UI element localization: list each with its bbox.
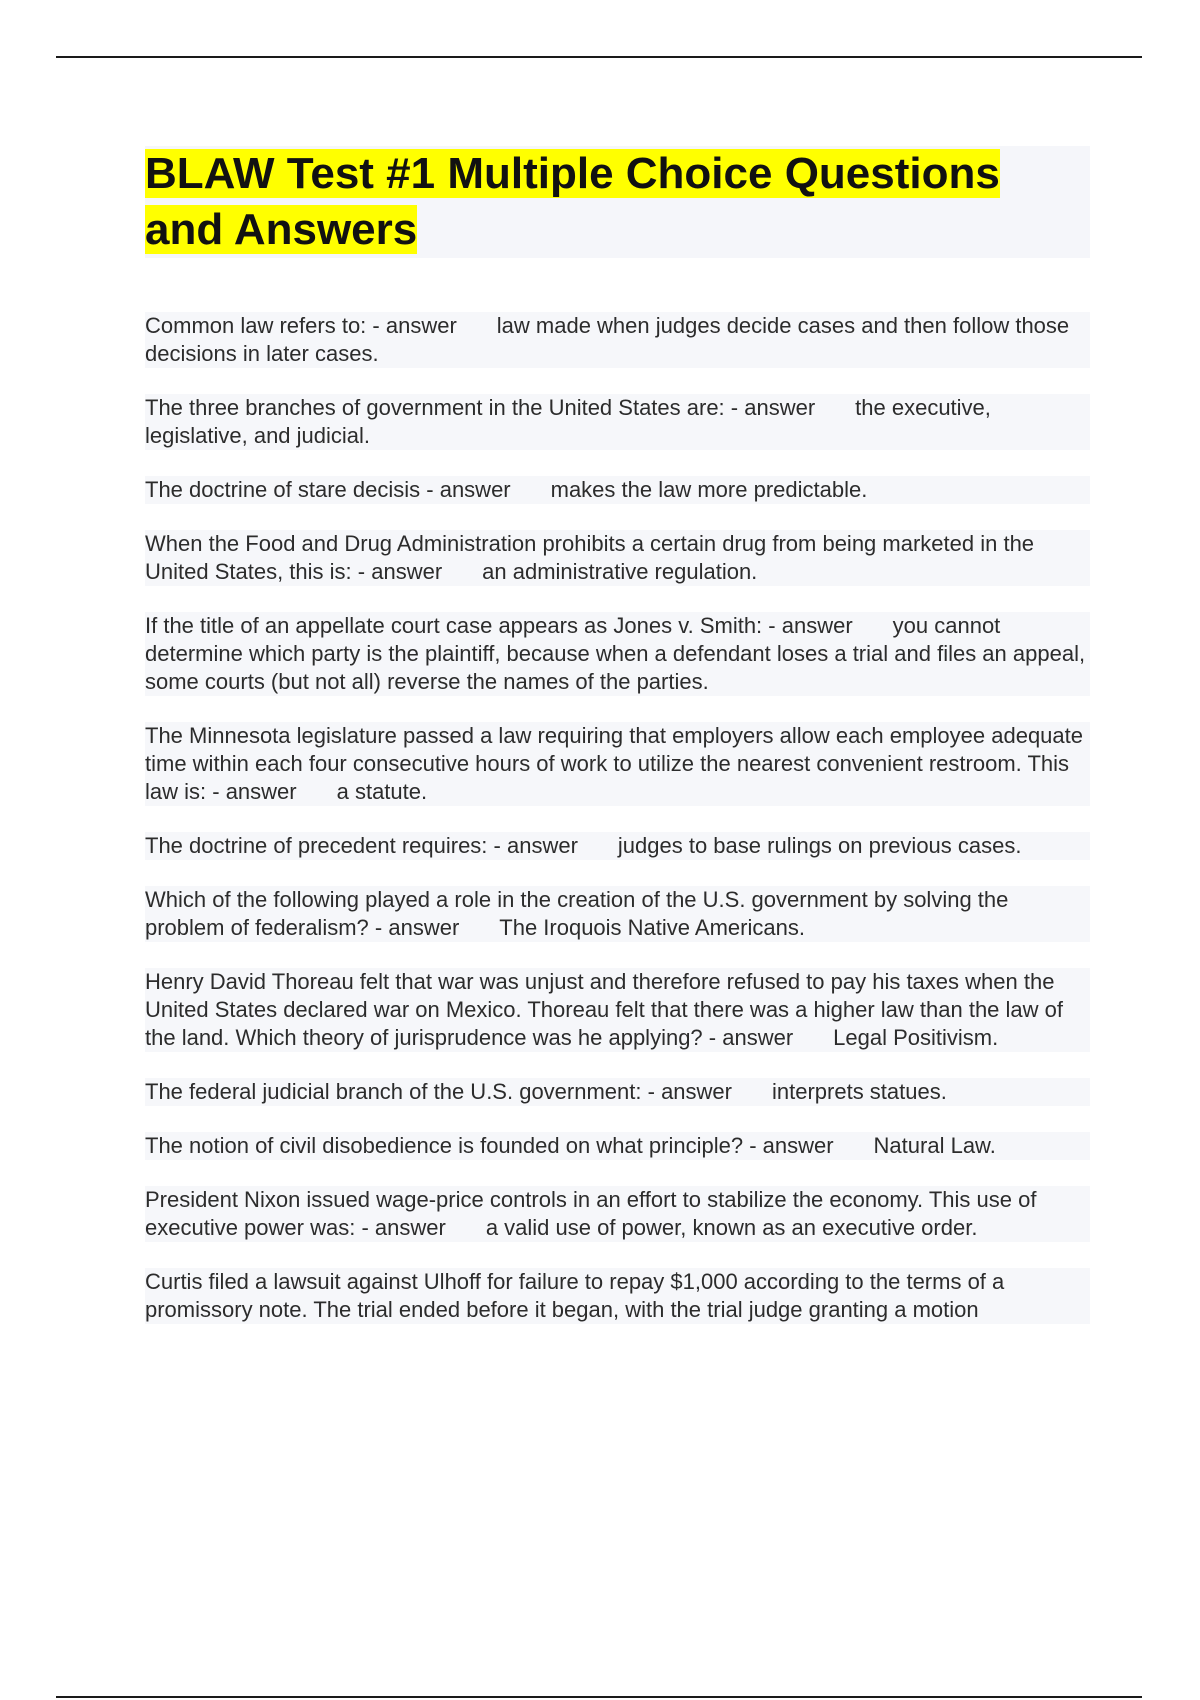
page-content <box>145 146 1090 1350</box>
qa-item <box>145 1132 1090 1160</box>
question-text: Common law refers to: <box>145 313 367 338</box>
answer-text: the executive, legislative, and judicial. <box>145 395 991 448</box>
question-text: When the Food and Drug Administration prohibits a certain drug from being marketed in the United States, this is: <box>145 531 1035 584</box>
qa-item <box>145 722 1090 806</box>
qa-item <box>145 394 1090 450</box>
question-text: President Nixon issued wage-price controls in an effort to stabilize the economy. This use of executive power was: <box>145 1187 1037 1240</box>
qa-item <box>145 476 1090 504</box>
bottom-rule <box>56 1696 1142 1698</box>
question-text: The doctrine of precedent requires: <box>145 833 488 858</box>
question-text: The Minnesota legislature passed a law requiring that employers allow each employee adequate time within each four consecutive hours of work to utilize the nearest convenient restroom. This law is: <box>145 723 1083 804</box>
question-text: Which of the following played a role in the creation of the U.S. government by solving the problem of federalism? <box>145 887 1009 940</box>
answer-text: a valid use of power, known as an executive order. <box>485 1215 978 1240</box>
question-text: Henry David Thoreau felt that war was unjust and therefore refused to pay his taxes when the United States declared war on Mexico. Thoreau felt that there was a higher law than the law of the land. Which theory of jurisprudence was he applying? <box>145 969 1063 1050</box>
answer-text: a statute. <box>336 779 428 804</box>
answer-separator: - answer <box>357 559 443 584</box>
question-text: The notion of civil disobedience is founded on what principle? <box>145 1133 744 1158</box>
answer-separator: - answer <box>768 613 853 638</box>
qa-item <box>145 612 1090 696</box>
qa-item <box>145 968 1090 1052</box>
answer-text: Natural Law. <box>873 1133 996 1158</box>
question-text: The doctrine of stare decisis <box>145 477 421 502</box>
document-title <box>145 146 1090 258</box>
answer-text: interprets statues. <box>771 1079 947 1104</box>
qa-list <box>145 312 1090 1324</box>
top-rule <box>56 56 1142 58</box>
qa-item <box>145 1078 1090 1106</box>
answer-text: an administrative regulation. <box>482 559 758 584</box>
qa-item <box>145 530 1090 586</box>
answer-text: The Iroquois Native Americans. <box>499 915 805 940</box>
question-text: The three branches of government in the United States are: <box>145 395 725 420</box>
answer-separator: - answer <box>493 833 578 858</box>
qa-item <box>145 312 1090 368</box>
answer-text: law made when judges decide cases and then follow those decisions in later cases. <box>145 313 1070 366</box>
question-text: Curtis filed a lawsuit against Ulhoff for failure to repay $1,000 according to the terms of a promissory note. The trial ended before it began, with the trial judge granting a motion <box>145 1269 1005 1322</box>
answer-separator: - answer <box>372 313 457 338</box>
question-text: The federal judicial branch of the U.S. government: <box>145 1079 642 1104</box>
answer-separator: - answer <box>374 915 460 940</box>
answer-separator: - answer <box>730 395 816 420</box>
qa-item <box>145 1268 1090 1324</box>
answer-text: judges to base rulings on previous cases. <box>617 833 1022 858</box>
answer-separator: - answer <box>647 1079 732 1104</box>
answer-separator: - answer <box>212 779 297 804</box>
answer-separator: - answer <box>708 1025 794 1050</box>
document-title-text: BLAW Test #1 Multiple Choice Questions and Answers <box>145 149 1000 254</box>
question-text: If the title of an appellate court case appears as Jones v. Smith: <box>145 613 763 638</box>
answer-separator: - answer <box>749 1133 834 1158</box>
qa-item <box>145 1186 1090 1242</box>
answer-separator: - answer <box>361 1215 446 1240</box>
answer-text: makes the law more predictable. <box>550 477 868 502</box>
answer-text: Legal Positivism. <box>833 1025 999 1050</box>
answer-text: you cannot determine which party is the plaintiff, because when a defendant loses a trial and files an appeal, some courts (but not all) reverse the names of the parties. <box>145 613 1086 694</box>
answer-separator: - answer <box>426 477 511 502</box>
qa-item <box>145 886 1090 942</box>
qa-item <box>145 832 1090 860</box>
